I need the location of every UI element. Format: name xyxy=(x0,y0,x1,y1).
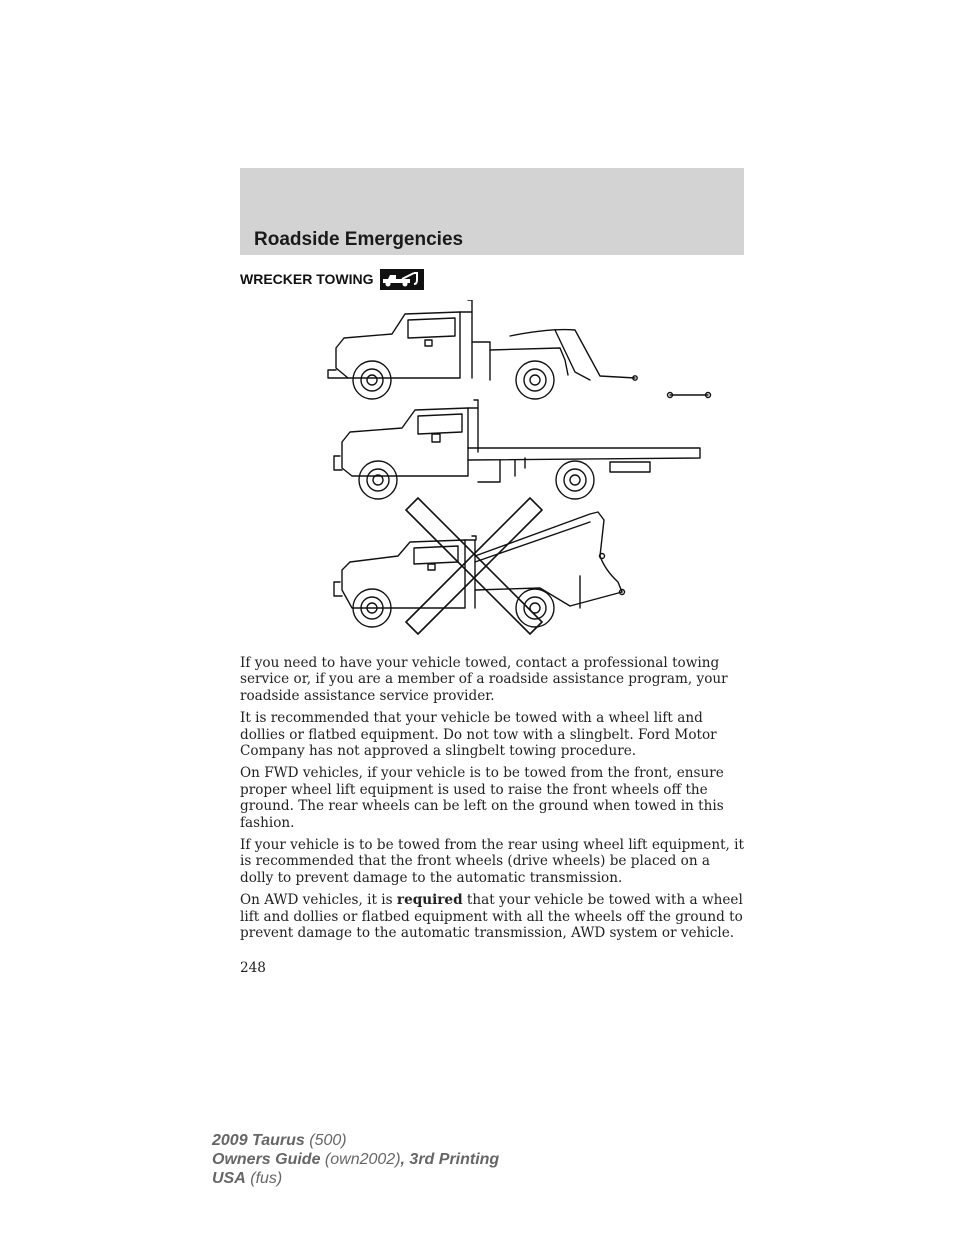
tow-truck-icon xyxy=(380,269,424,290)
footer-model-code: (500) xyxy=(309,1132,347,1149)
emphasis-required: required xyxy=(396,892,463,909)
subsection-title: WRECKER TOWING xyxy=(240,271,374,287)
footer-line-region xyxy=(212,1169,499,1188)
footer-line-guide xyxy=(212,1150,499,1169)
not-approved-x-mark xyxy=(406,498,542,634)
footer-guide: Owners Guide xyxy=(212,1151,321,1168)
paragraph: On FWD vehicles, if your vehicle is to be towed from the front, ensure proper wheel lift equipment is used to raise the front wheels off the ground. The rear wheels can be left on the ground when towed in this fashion. xyxy=(240,765,724,831)
towing-methods-illustration xyxy=(300,300,730,645)
footer-guide-code: (own2002) xyxy=(324,1151,401,1168)
paragraph: It is recommended that your vehicle be towed with a wheel lift and dollies or flatbed equipment. Do not tow with a slingbelt. Ford Motor Company has not approved a slingbelt towing procedure. xyxy=(240,710,717,760)
footer-line-model xyxy=(212,1131,499,1150)
page-number: 248 xyxy=(240,960,266,976)
subsection-heading xyxy=(240,268,424,290)
wheel-lift-tow-truck xyxy=(328,300,711,399)
paragraph: If you need to have your vehicle towed, contact a professional towing service or, if you are a member of a roadside assistance program, your roadside assistance service provider. xyxy=(240,655,728,704)
footer-printing: , 3rd Printing xyxy=(400,1151,500,1168)
footer-region: USA xyxy=(212,1170,246,1187)
paragraph: If your vehicle is to be towed from the rear using wheel lift equipment, it is recommended that the front wheels (drive wheels) be placed on a dolly to prevent damage to the automatic transmission. xyxy=(240,837,744,886)
body-text xyxy=(240,655,744,948)
text-span: On AWD vehicles, it is xyxy=(240,892,397,909)
document-footer xyxy=(212,1131,499,1188)
section-header-band xyxy=(240,168,744,255)
footer-model: 2009 Taurus xyxy=(212,1132,305,1149)
section-title: Roadside Emergencies xyxy=(254,229,464,250)
slingbelt-tow-truck xyxy=(334,512,625,627)
paragraph-awd xyxy=(240,892,744,941)
flatbed-tow-truck xyxy=(334,400,700,499)
footer-region-code: (fus) xyxy=(250,1170,283,1187)
text-span: that your vehicle be towed with a wheel lift and dollies or flatbed equipment with all the wheels off the ground to prevent damage to the automatic transmission, AWD system or vehicle. xyxy=(240,892,743,942)
